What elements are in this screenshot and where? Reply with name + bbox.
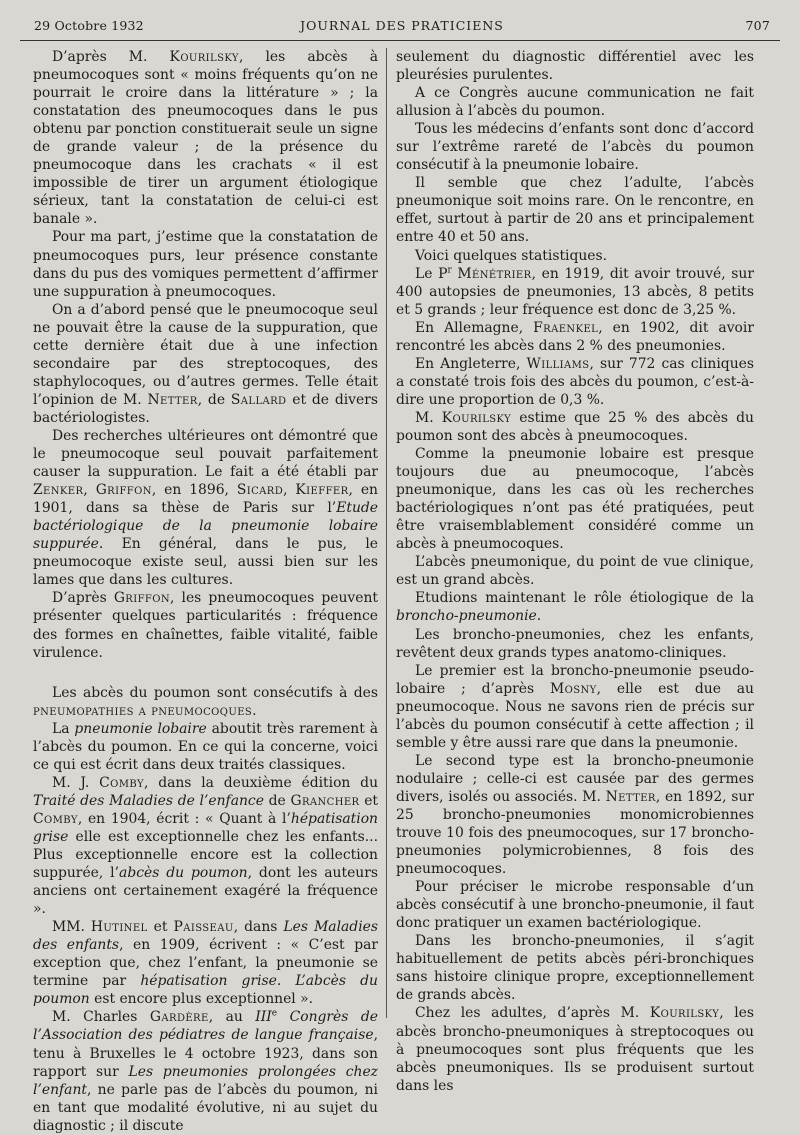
author-name: Hutinel: [90, 919, 148, 936]
italic-text: hépatisation grise. L’abcès du poumon: [33, 973, 378, 1008]
text-run: Pour ma part, j’estime que la constatation de pneumocoques purs, leur présence constante dans du pus des vomiques permettent d’affirmer une suppuration à pneumocoques.: [33, 229, 378, 300]
italic-text: Traité des Maladies de l’enfance: [33, 792, 264, 809]
author-name: Paisseau: [173, 919, 234, 936]
text-run: de: [263, 792, 291, 809]
left-column: [33, 48, 379, 1134]
paragraph: [33, 720, 378, 774]
paragraph: [396, 878, 754, 932]
text-run: , au: [208, 1009, 256, 1026]
author-name: Netter: [605, 788, 656, 805]
paragraph: [396, 662, 754, 752]
paragraph: [396, 355, 754, 409]
author-name: Zenker: [33, 482, 84, 499]
author-name: Kieffer: [295, 482, 349, 499]
text-run: est encore plus exceptionnel ».: [89, 991, 314, 1008]
text-run: , tenu à Bruxelles le 4 octobre 1923, dans son rapport sur: [33, 1027, 378, 1080]
text-run: , dans la deuxième édition du: [143, 774, 379, 791]
text-run: Pour préciser le microbe responsable d’un abcès consécutif à une broncho-pneumonie, il faut donc pratiquer un examen bactériologique.: [396, 879, 754, 932]
text-run: Voici quelques statistiques.: [415, 247, 608, 264]
paragraph: [33, 684, 378, 720]
author-name: Gardère: [149, 1009, 209, 1026]
text-run: Les abcès du poumon sont consécutifs à des: [52, 684, 378, 701]
text-run: Les broncho-pneumonies, chez les enfants, revêtent deux grands types anatomo-cliniques.: [396, 626, 754, 661]
paragraph: [33, 1008, 378, 1134]
paragraph: [396, 589, 754, 625]
author-name: Kourilsky: [441, 409, 512, 426]
author-name: Williams: [526, 355, 590, 372]
text-run: estime que 25 % des abcès du poumon sont des abcès à pneumocoques.: [396, 409, 754, 444]
paragraph: [396, 319, 754, 355]
paragraph: [396, 752, 754, 878]
text-run: En Allemagne,: [415, 319, 534, 336]
author-name: Kourilsky: [169, 49, 239, 65]
paragraph: [396, 84, 754, 120]
text-run: Chez les adultes, d’après M.: [415, 1005, 650, 1022]
paragraph: [396, 409, 754, 445]
text-run: On a d’abord pensé que le pneumocoque seul ne pouvait être la cause de la suppuration, que cette dernière était due à une infection secondaire par des streptocoques, des staphylocoques, ou d’autres germes. Telle était l’opinion de M.: [33, 301, 378, 408]
text-run: D’après: [52, 590, 114, 607]
paragraph: [33, 774, 378, 918]
text-run: Des recherches ultérieures ont démontré que le pneumocoque seul pouvait parfaitement causer la suppuration. Le fait a été établi par: [33, 427, 378, 481]
text-run: Etudions maintenant le rôle étiologique de la: [415, 590, 754, 607]
text-run: , elle est due au pneumocoque. Nous ne savons rien de précis sur l’abcès du poumon consécutif à cette affection ; il semble y être aussi rare que dans la pneumonie.: [396, 680, 754, 751]
section-gap: [33, 662, 378, 684]
text-run: , en 1896,: [151, 482, 237, 499]
text-run: , sur 772 cas cliniques a constaté trois fois des abcès du poumon, c’est-à-dire une proportion de 0,3 %.: [396, 355, 754, 408]
text-run: .: [252, 702, 257, 719]
italic-text: pneumonie lobaire: [74, 720, 207, 737]
text-run: , les abcès à pneumocoques sont « moins fréquents qu’on ne pourrait le croire dans la littérature » ; la constatation des pneumocoques dans le pus obtenu par ponction constituerait seule un signe de grande valeur ; de la présence du pneumocoque dans les crachats « il est impossible de tirer un argument étiologique sérieux, tant la constatation de celui-ci est banale ».: [33, 49, 378, 228]
text-run: et de divers bactériologistes.: [33, 391, 378, 426]
text-run: ,: [283, 482, 296, 499]
italic-text: Etude bactériologique de la pneumonie lobaire suppurée: [33, 500, 378, 553]
paragraph: [33, 228, 378, 300]
header-date: 29 Octobre 1932: [34, 18, 144, 33]
italic-text: Congrès de l’Association des pédiatres de langue française: [33, 1009, 378, 1044]
paragraph: [396, 120, 754, 174]
author-name: Comby: [33, 810, 78, 827]
superscript: r: [447, 264, 452, 275]
italic-text: Les pneumonies prolongées chez l’enfant: [33, 1063, 378, 1098]
text-run: En Angleterre,: [415, 355, 527, 372]
paragraph: [396, 932, 754, 1004]
header-journal-title: JOURNAL DES PRATICIENS: [300, 18, 504, 33]
author-name: Comby: [99, 774, 144, 791]
author-name: Grancher: [290, 792, 360, 809]
paragraph: [33, 427, 378, 589]
text-run: M. J.: [52, 774, 100, 791]
paragraph: [396, 445, 754, 553]
text-run: , en 1902, dit avoir rencontré les abcès dans 2 % des pneumonies.: [396, 319, 754, 354]
text-run: MM.: [52, 919, 91, 936]
text-run: .: [536, 608, 542, 625]
superscript: e: [271, 1008, 278, 1019]
text-run: , en 1904, écrit : « Quant à l’: [77, 810, 291, 827]
paragraph: [396, 247, 754, 265]
author-name: pneumopathies a pneumocoques: [33, 702, 253, 719]
text-run: et: [147, 919, 174, 936]
text-run: M. Charles: [52, 1009, 150, 1026]
paragraph: [33, 918, 378, 1008]
text-run: , les pneumocoques peuvent présenter quelques particularités : fréquence des formes en chaînettes, faible vitalité, faible virulence.: [33, 590, 378, 661]
text-run: Il semble que chez l’adulte, l’abcès pneumonique soit moins rare. On le rencontre, en effet, surtout à partir de 20 ans et principalement entre 40 et 50 ans.: [396, 175, 754, 246]
text-run: seulement du diagnostic différentiel avec les pleurésies purulentes.: [396, 49, 754, 84]
page-header: [34, 18, 770, 38]
author-name: Ménétrier: [457, 265, 532, 282]
text-run: Le P: [415, 265, 448, 282]
italic-text: broncho-pneumonie: [396, 608, 537, 625]
right-column: [396, 48, 754, 1098]
text-run: ,: [83, 482, 96, 499]
text-run: , en 1892, sur 25 broncho-pneumonies monomicrobiennes trouve 10 fois des pneumocoques, sur 17 broncho-pneumonies polymicrobiennes, 8 fois des pneumocoques.: [396, 788, 754, 878]
text-run: M.: [415, 409, 442, 426]
text-run: Tous les médecins d’enfants sont donc d’accord sur l’extrême rareté de l’abcès du poumon consécutif à la pneumonie lobaire.: [396, 121, 754, 174]
author-name: Fraenkel: [533, 319, 599, 336]
header-rule: [20, 40, 780, 41]
text-run: , de: [197, 391, 231, 408]
paragraph: [396, 174, 754, 246]
author-name: Netter: [147, 391, 198, 408]
author-name: Mosny: [550, 680, 597, 697]
text-run: , dans: [233, 919, 284, 936]
header-page-number: 707: [745, 18, 770, 33]
text-run: et: [359, 792, 378, 809]
author-name: Kourilsky: [649, 1005, 720, 1022]
paragraph: [396, 553, 754, 589]
paragraph: [33, 301, 378, 427]
text-run: Le premier est la broncho-pneumonie pseudo-lobaire ; d’après: [396, 662, 754, 697]
italic-text: Les Maladies des enfants: [33, 919, 378, 954]
text-run: Le second type est la broncho-pneumonie nodulaire ; celle-ci est causée par des germes divers, isolés ou associés. M.: [396, 752, 754, 805]
author-name: Griffon: [95, 482, 152, 499]
text-run: . En général, dans le pus, le pneumocoque existe seul, aussi bien sur les lames que dans les cultures.: [33, 536, 378, 589]
text-run: , les abcès broncho-pneumoniques à streptocoques ou à pneumocoques sont plus fréquents que les abcès pneumoniques. Ils se produisent surtout dans les: [396, 1005, 755, 1094]
text-run: Dans les broncho-pneumonies, il s’agit habituellement de petits abcès péri-bronchiques sans histoire clinique propre, exceptionnellement de grands abcès.: [396, 933, 754, 1004]
paragraph: [396, 626, 754, 662]
text-run: La: [52, 720, 75, 737]
paragraph: [396, 48, 754, 84]
paragraph: [396, 1004, 754, 1094]
text-run: D’après M.: [52, 49, 170, 65]
column-divider: [386, 48, 387, 1018]
text-run: , dont les auteurs anciens ont certainement exagéré la fréquence ».: [33, 865, 379, 918]
text-run: Comme la pneumonie lobaire est presque toujours due au pneumocoque, l’abcès pneumonique, dans les cas où les recherches bactériologiques n’ont pas été pratiquées, peut être vraisemblablement considéré comme un abcès à pneumocoques.: [396, 446, 754, 553]
text-run: elle est exceptionnelle chez les enfants... Plus exceptionnelle encore est la collection suppurée, l’: [33, 828, 378, 882]
italic-text: abcès du poumon: [119, 865, 248, 882]
text-run: A ce Congrès aucune communication ne fait allusion à l’abcès du poumon.: [396, 85, 754, 120]
italic-text: hépatisation grise: [33, 810, 378, 845]
author-name: Sicard: [236, 482, 284, 499]
paragraph: [33, 589, 378, 661]
text-run: L’abcès pneumonique, du point de vue clinique, est un grand abcès.: [396, 554, 754, 589]
paragraph: [33, 48, 378, 228]
text-run: , en 1919, dit avoir trouvé, sur 400 autopsies de pneumonies, 13 abcès, 8 petits et 5 grands ; leur fréquence est donc de 3,25 %.: [396, 265, 754, 318]
paragraph: [396, 265, 754, 319]
italic-text: III: [255, 1009, 272, 1026]
text-run: , en 1909, écrivent : « C’est par exception que, chez l’enfant, la pneumonie se termine par: [33, 937, 379, 990]
author-name: Sallard: [230, 391, 287, 408]
text-run: , ne parle pas de l’abcès du poumon, ni en tant que modalité évolutive, ni au sujet du diagnostic ; il discute: [33, 1081, 378, 1134]
author-name: Griffon: [113, 590, 171, 607]
text-run: aboutit très rarement à l’abcès du poumon. En ce qui la concerne, voici ce qui est écrit dans deux traités classiques.: [33, 720, 378, 773]
text-run: , en 1901, dans sa thèse de Paris sur l’: [33, 482, 378, 517]
